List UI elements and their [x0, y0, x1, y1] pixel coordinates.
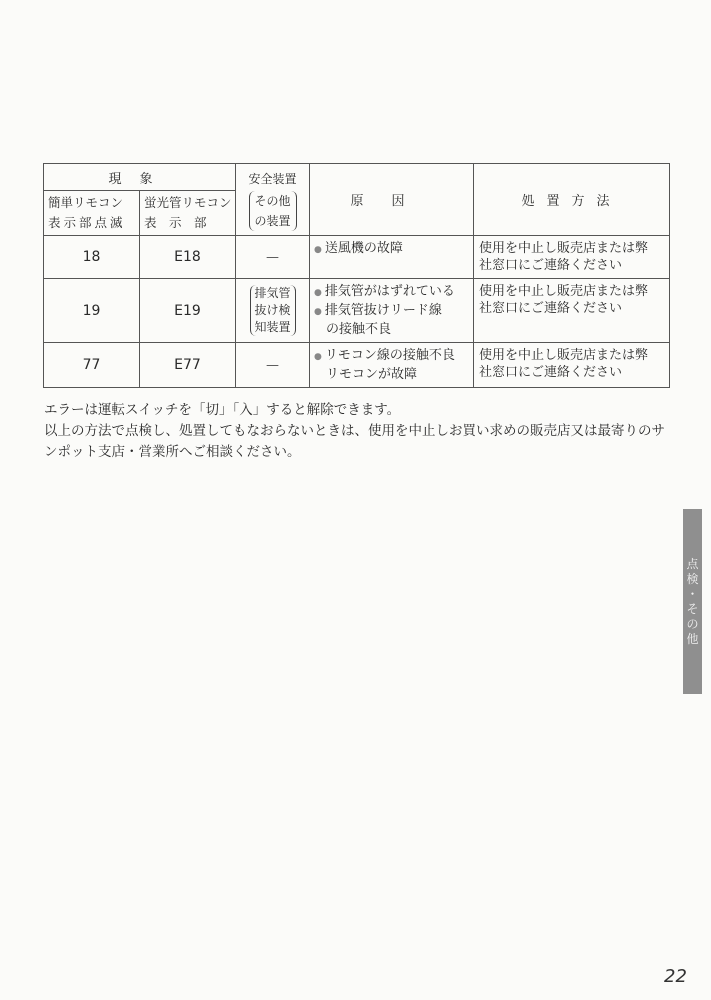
safety-device-cell: [236, 279, 310, 343]
cause-text: 送風機の故障: [324, 241, 403, 256]
safety-line: 排気管: [254, 286, 291, 300]
action-line: 社窓口にご連絡ください: [479, 301, 623, 316]
action-line: 社窓口にご連絡ください: [479, 365, 623, 380]
cause-line: [314, 302, 469, 321]
header-action: 処置方法: [474, 164, 670, 236]
note-line: ンポット支店・営業所へご相談ください。: [44, 444, 301, 460]
header-safety-other-line: その他: [254, 193, 291, 208]
header-safety-device: [236, 164, 310, 236]
section-tab-char: 点: [686, 556, 699, 571]
cause-cell: [310, 279, 474, 343]
safety-device-cell: —: [236, 343, 310, 388]
bullet-icon: ●: [314, 352, 322, 362]
notes: [44, 400, 674, 463]
simple-code: 18: [44, 236, 140, 279]
error-code-table: [43, 163, 670, 388]
action-line: 使用を中止し販売店または弊: [479, 241, 649, 256]
fluorescent-code: E19: [140, 279, 236, 343]
cause-text: リモコン線の接触不良: [324, 348, 455, 363]
action-cell: [474, 279, 670, 343]
cause-cell: [310, 343, 474, 388]
simple-code: 77: [44, 343, 140, 388]
header-fluorescent-remote: [140, 191, 236, 236]
action-line: 使用を中止し販売店または弊: [479, 284, 649, 299]
fluorescent-code: E77: [140, 343, 236, 388]
table-row: [44, 236, 670, 279]
fluorescent-code: E18: [140, 236, 236, 279]
action-line: 使用を中止し販売店または弊: [479, 348, 649, 363]
cause-cell: [310, 236, 474, 279]
cause-line: [314, 283, 469, 302]
header-cause: 原因: [310, 164, 474, 236]
cause-text: の接触不良: [326, 322, 392, 337]
bullet-icon: ●: [314, 245, 322, 255]
section-tab-char: の: [686, 616, 699, 631]
section-tab-char: ・: [686, 586, 699, 601]
table-row: [44, 343, 670, 388]
cause-text: 排気管抜けリード線: [324, 303, 442, 318]
header-simple-remote-line: 表示部点滅: [48, 215, 126, 230]
header-safety-other-line: の装置: [254, 213, 291, 228]
section-tab: [683, 509, 702, 694]
header-safety-other: [249, 191, 297, 231]
safety-device-cell: —: [236, 236, 310, 279]
header-simple-remote-line: 簡単リモコン: [48, 195, 124, 210]
safety-device-label: [250, 285, 296, 336]
bullet-icon: ●: [314, 288, 322, 298]
section-tab-char: 検: [686, 571, 699, 586]
bullet-icon: ●: [314, 307, 322, 317]
section-tab-char: 他: [686, 631, 699, 646]
table-row: [44, 279, 670, 343]
cause-line: [314, 347, 469, 366]
action-cell: [474, 236, 670, 279]
simple-code: 19: [44, 279, 140, 343]
action-line: 社窓口にご連絡ください: [479, 258, 623, 273]
action-cell: [474, 343, 670, 388]
header-safety-title: 安全装置: [248, 171, 297, 186]
note-line: 以上の方法で点検し、処置してもなおらないときは、使用を中止しお買い求めの販売店又は最寄りのサ: [44, 423, 665, 439]
header-fluorescent-remote-line: 蛍光管リモコン: [144, 195, 232, 210]
header-fluorescent-remote-line: 表 示 部: [144, 215, 207, 230]
cause-text: 排気管がはずれている: [324, 284, 455, 299]
safety-line: 知装置: [254, 320, 291, 334]
cause-line: [314, 240, 469, 259]
header-phenomenon: 現象: [44, 164, 236, 191]
safety-line: 抜け検: [254, 303, 291, 317]
note-line: エラーは運転スイッチを「切」「入」すると解除できます。: [44, 402, 401, 418]
section-tab-char: そ: [686, 601, 699, 616]
cause-text: リモコンが故障: [326, 367, 418, 382]
header-simple-remote: [44, 191, 140, 236]
page-number: 22: [664, 966, 687, 987]
